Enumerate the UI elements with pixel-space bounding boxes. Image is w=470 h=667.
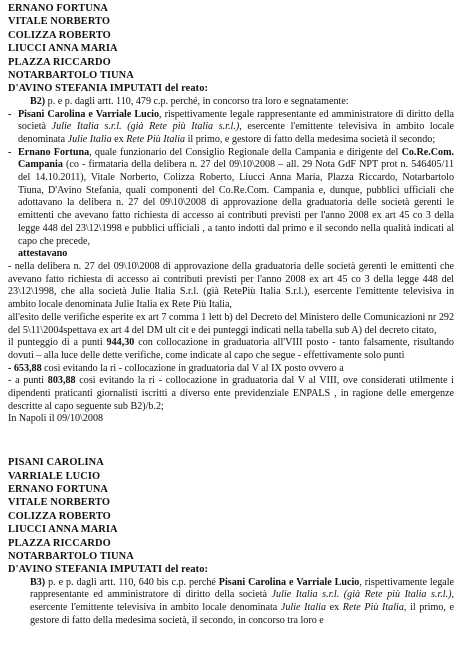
paragraph: - nella delibera n. 27 del 09\10\2008 di approvazione della graduatoria delle società gerenti le emittenti che avevano fatto richiesta di accesso ai contributi previsti per l'anno 2008 ex art 45 co 3 della legge 448 del 23\12\1998, che alla società Julie Italia S.r.l. (già RetePiù Italia S.r.l.), esercente l'emittente televisiva in ambito locale denominata Julie Italia ex Rete Più Italia, bbox=[8, 260, 454, 311]
defendant-name: COLIZZA ROBERTO bbox=[8, 29, 111, 41]
section-b3 bbox=[8, 456, 454, 627]
defendant-name: VARRIALE LUCIO bbox=[8, 470, 101, 482]
defendant-name: VITALE NORBERTO bbox=[8, 497, 111, 509]
imputati-line bbox=[8, 82, 454, 95]
channel-name: Julie Italia bbox=[280, 602, 326, 614]
text-run: il punteggio di a punti bbox=[8, 337, 107, 349]
text-run: , esercente l'emittente televisiva in ambito locale denominata bbox=[18, 121, 454, 145]
defendant-name-imputati: D'AVINO STEFANIA IMPUTATI bbox=[8, 83, 163, 95]
defendant-list bbox=[8, 456, 454, 577]
points-value: 944,30 bbox=[106, 337, 135, 349]
defendant-name: VITALE NORBERTO bbox=[8, 16, 111, 28]
channel-name: Julie Italia bbox=[67, 133, 112, 145]
place-date: In Napoli il 09/10\2008 bbox=[8, 413, 104, 425]
points-value: 803,88 bbox=[47, 375, 76, 387]
defendant-name: PLAZZA RICCARDO bbox=[8, 56, 111, 68]
attestavano-label: attestavano bbox=[18, 248, 68, 260]
text-run: ex bbox=[111, 133, 127, 145]
text-run: p. e p. dagli artt. 110, 640 bis c.p. perché bbox=[45, 576, 219, 588]
section-gap bbox=[8, 426, 454, 456]
text-run: - a punti bbox=[8, 375, 48, 387]
paragraph bbox=[8, 337, 454, 362]
paragraph: all'esito delle verifiche esperite ex art 7 comma 1 lett b) del Decreto del Ministero delle Comunicazioni nr 292 del 5\11\2004spettava ex art 4 del DM ult cit e dei punteggi indicati nella tabella sub A) del decreto citato, bbox=[8, 311, 454, 336]
defendant-name: NOTARBARTOLO TIUNA bbox=[8, 550, 134, 562]
charge-b3-paragraph bbox=[8, 577, 454, 628]
text-run: (co - firmataria della delibera n. 27 del 09\10\2008 – all. 29 Nota GdF NPT prot n. 546405/11 del 14.10.2011), Vitale Norberto, Colizza Roberto, Liucci Anna Maria, Plazza Riccardo, Notarbartolo Tiuna, D'Avino Stefania, quali componenti del Co.Re.Com. Campania e, dunque, pubblici ufficiali che adottavano la delibera n. 27 del 09\10\2008 di approvazione della graduatoria delle società gerenti le emittenti che avevano fatto richiesta di accesso ai contributi previsti per l'anno 2008 ex art 45 co 3 della legge 448 del 23\12\1998 e pubblici ufficiali , a tanto indotti dal primo e il secondo nella qualità indicati al capo che precede, bbox=[18, 159, 454, 247]
paragraph bbox=[8, 375, 454, 413]
defendant-name: PISANI CAROLINA bbox=[8, 457, 104, 469]
points-value: - 653,88 bbox=[8, 362, 42, 374]
company-name: Julie Italia s.r.l. (già Rete più Italia s.r.l.) bbox=[271, 589, 452, 601]
charge-text: p. e p. dagli artt. 110, 479 c.p. perché, in concorso tra loro e segnatamente: bbox=[45, 95, 349, 107]
defendant-name: LIUCCI ANNA MARIA bbox=[8, 524, 118, 536]
text-run: il primo, e gestore di fatto della medesima società il secondo; bbox=[185, 133, 436, 145]
channel-old-name: Rete Più Italia bbox=[126, 133, 186, 145]
bullet-item bbox=[8, 109, 454, 147]
bullet-text bbox=[18, 147, 454, 261]
text-run: così evitando la ri - collocazione in graduatoria dal V al VIII, ove considerati utilmente i dipendenti praticanti giornalisti iscritti a diverso ente previdenziale ENPALS , in ragione delle emergenze descritte al capo seguente sub B2)/b.2; bbox=[8, 375, 454, 412]
text-run: , il primo, e gestore di fatto della medesima società, il secondo, in concorso tra loro e bbox=[30, 602, 455, 626]
charge-b2-heading bbox=[8, 96, 454, 109]
imputati-tail: del reato: bbox=[162, 564, 209, 576]
imputati-tail: del reato: bbox=[162, 83, 209, 95]
text-run: così evitando la ri - collocazione in graduatoria dal V al IX posto ovvero a bbox=[41, 362, 344, 374]
bullet-names: Ernano Fortuna bbox=[18, 146, 90, 158]
defendant-name: PLAZZA RICCARDO bbox=[8, 537, 111, 549]
company-name: Julie Italia s.r.l. (già Rete più Italia s.r.l.) bbox=[51, 121, 240, 133]
imputati-line bbox=[8, 563, 454, 576]
paragraph bbox=[8, 363, 454, 376]
text-run: , rispettivamente legale rappresentante ed amministratore di diritto della società bbox=[18, 108, 454, 133]
defendant-name: NOTARBARTOLO TIUNA bbox=[8, 70, 134, 82]
defendant-name: LIUCCI ANNA MARIA bbox=[8, 43, 118, 55]
bullet-text bbox=[18, 109, 454, 147]
defendant-name: ERNANO FORTUNA bbox=[8, 3, 109, 14]
defendant-list bbox=[8, 2, 454, 96]
text-run: , quale funzionario del Consiglio Regionale della Campania e dirigente del bbox=[89, 146, 402, 158]
channel-old-name: Rete Più Italia bbox=[342, 602, 404, 614]
section-b2 bbox=[8, 2, 454, 426]
bullet-dash: - bbox=[8, 146, 12, 158]
text-run: con collocazione in graduatoria all'VIII posto - tanto falsamente, risultando dovuti – alla luce delle dette verifiche, come indicate al capo che segue - effettivamente solo punti bbox=[8, 337, 454, 361]
text-run: ex bbox=[326, 602, 343, 614]
bullet-names: Pisani Carolina e Varriale Lucio bbox=[18, 108, 160, 120]
charge-label: B3) bbox=[30, 576, 46, 588]
defendant-name: COLIZZA ROBERTO bbox=[8, 510, 111, 522]
charge-label: B2) bbox=[30, 95, 46, 107]
charge-names: Pisani Carolina e Varriale Lucio bbox=[218, 576, 360, 588]
org-name: Co.Re.Com. Campania bbox=[18, 146, 455, 171]
bullet-dash: - bbox=[8, 108, 12, 120]
bullet-item bbox=[8, 147, 454, 261]
defendant-name-imputati: D'AVINO STEFANIA IMPUTATI bbox=[8, 564, 163, 576]
text-run: , rispettivamente legale rappresentante ed amministratore di diritto della società bbox=[30, 576, 455, 601]
text-run: , esercente l'emittente televisiva in ambito locale denominata bbox=[30, 589, 454, 614]
defendant-name: ERNANO FORTUNA bbox=[8, 483, 109, 495]
